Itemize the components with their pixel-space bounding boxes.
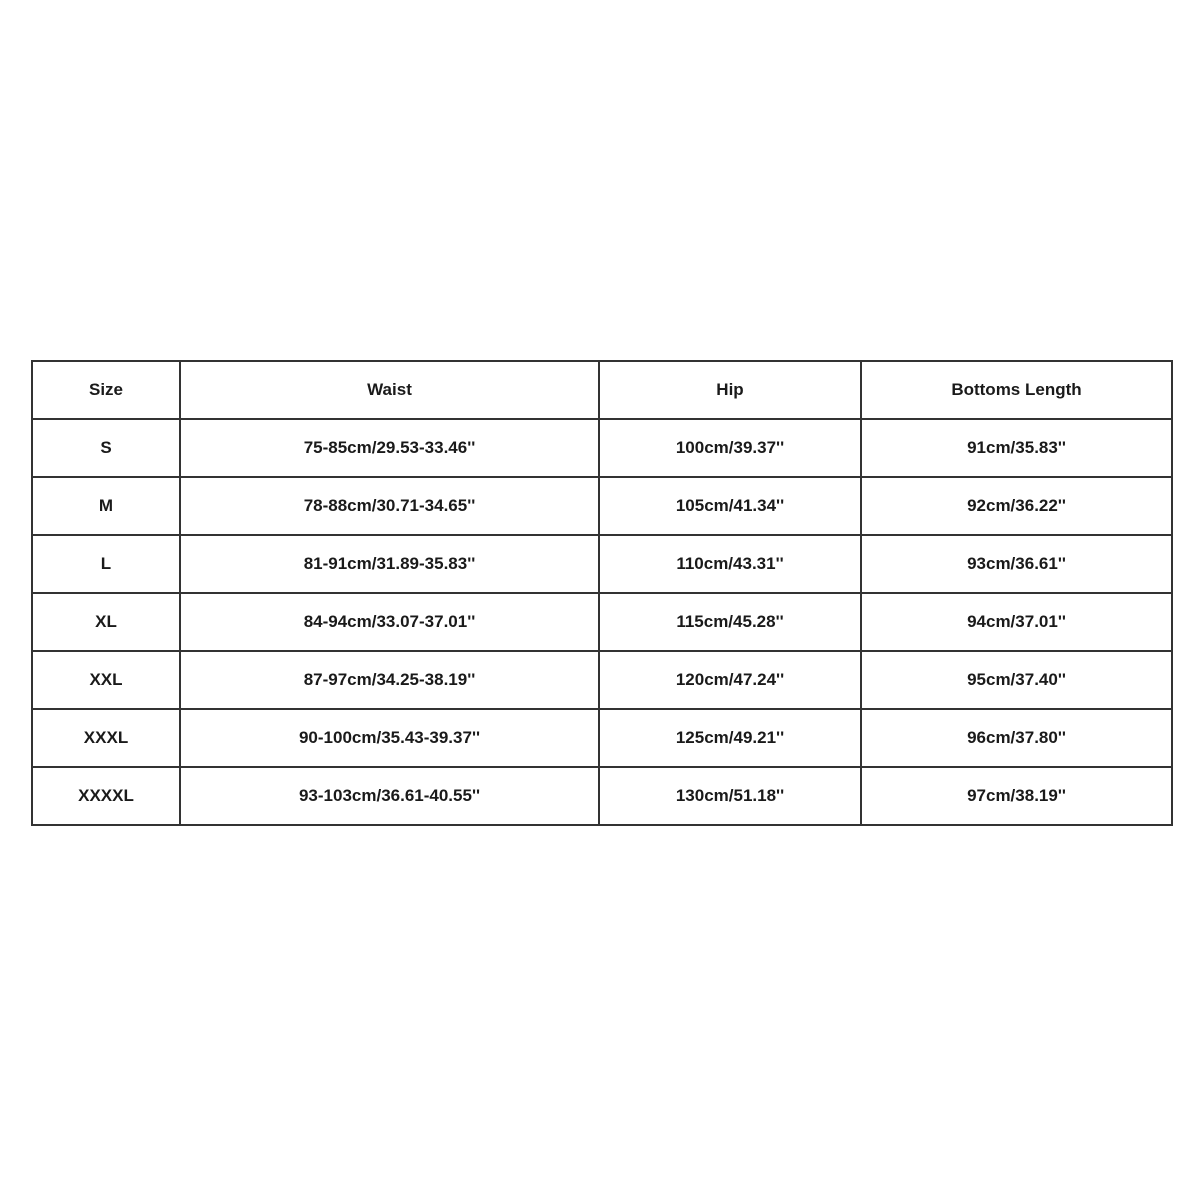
cell-waist: 90-100cm/35.43-39.37'' xyxy=(180,709,599,767)
cell-size: XL xyxy=(32,593,180,651)
header-size: Size xyxy=(32,361,180,419)
table-row xyxy=(32,477,1172,535)
cell-waist: 81-91cm/31.89-35.83'' xyxy=(180,535,599,593)
cell-bottoms-length: 92cm/36.22'' xyxy=(861,477,1172,535)
cell-hip: 110cm/43.31'' xyxy=(599,535,861,593)
cell-hip: 120cm/47.24'' xyxy=(599,651,861,709)
cell-bottoms-length: 94cm/37.01'' xyxy=(861,593,1172,651)
table-row xyxy=(32,535,1172,593)
cell-hip: 115cm/45.28'' xyxy=(599,593,861,651)
table-row xyxy=(32,709,1172,767)
table-row xyxy=(32,419,1172,477)
cell-bottoms-length: 97cm/38.19'' xyxy=(861,767,1172,825)
header-row xyxy=(32,361,1172,419)
cell-bottoms-length: 95cm/37.40'' xyxy=(861,651,1172,709)
header-waist: Waist xyxy=(180,361,599,419)
cell-hip: 100cm/39.37'' xyxy=(599,419,861,477)
cell-waist: 93-103cm/36.61-40.55'' xyxy=(180,767,599,825)
cell-size: XXXXL xyxy=(32,767,180,825)
cell-bottoms-length: 91cm/35.83'' xyxy=(861,419,1172,477)
cell-waist: 75-85cm/29.53-33.46'' xyxy=(180,419,599,477)
cell-waist: 78-88cm/30.71-34.65'' xyxy=(180,477,599,535)
cell-size: M xyxy=(32,477,180,535)
cell-hip: 125cm/49.21'' xyxy=(599,709,861,767)
cell-size: L xyxy=(32,535,180,593)
cell-size: S xyxy=(32,419,180,477)
cell-bottoms-length: 96cm/37.80'' xyxy=(861,709,1172,767)
cell-hip: 105cm/41.34'' xyxy=(599,477,861,535)
header-bottoms-length: Bottoms Length xyxy=(861,361,1172,419)
cell-bottoms-length: 93cm/36.61'' xyxy=(861,535,1172,593)
cell-waist: 84-94cm/33.07-37.01'' xyxy=(180,593,599,651)
cell-size: XXXL xyxy=(32,709,180,767)
cell-waist: 87-97cm/34.25-38.19'' xyxy=(180,651,599,709)
cell-size: XXL xyxy=(32,651,180,709)
header-hip: Hip xyxy=(599,361,861,419)
table-row xyxy=(32,767,1172,825)
table-row xyxy=(32,593,1172,651)
table-row xyxy=(32,651,1172,709)
cell-hip: 130cm/51.18'' xyxy=(599,767,861,825)
size-chart-table xyxy=(31,360,1173,826)
